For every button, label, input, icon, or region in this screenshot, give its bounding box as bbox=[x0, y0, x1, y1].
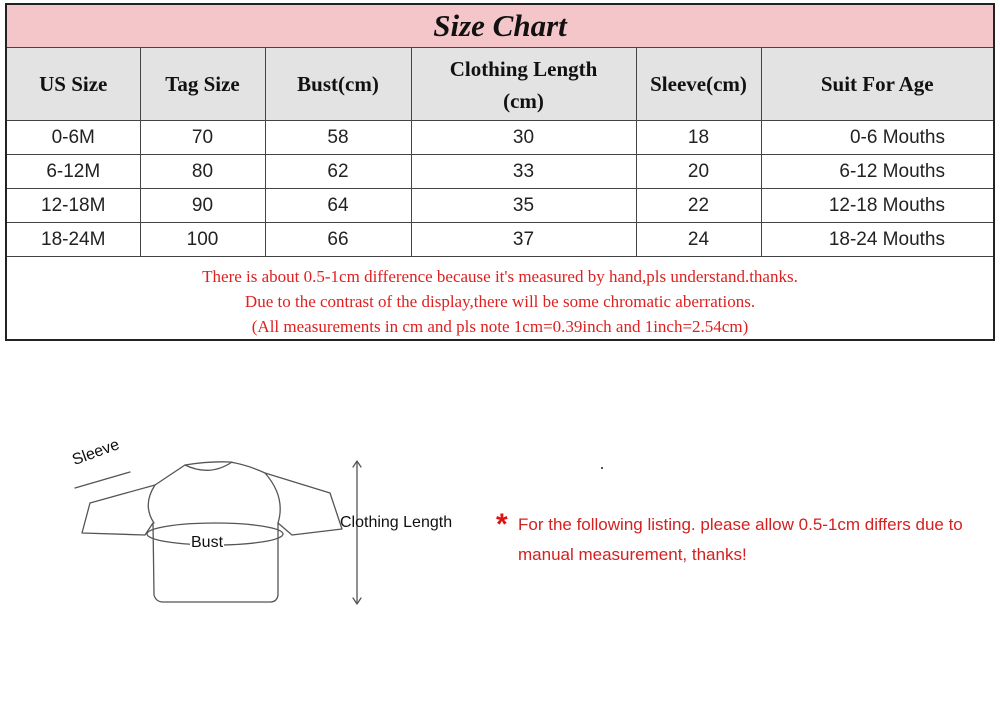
asterisk-icon: * bbox=[496, 508, 508, 541]
measurement-notes bbox=[7, 257, 993, 345]
cell-sleeve: 24 bbox=[636, 223, 761, 257]
table-row bbox=[7, 121, 993, 155]
header-clothing-length bbox=[411, 48, 636, 121]
cell-bust: 62 bbox=[265, 155, 411, 189]
cell-us-size: 6-12M bbox=[7, 155, 140, 189]
table-header-row bbox=[7, 48, 993, 121]
sleeve-label: Sleeve bbox=[70, 436, 122, 469]
clothing-length-label: Clothing Length bbox=[340, 514, 453, 531]
cell-sleeve: 18 bbox=[636, 121, 761, 155]
cell-tag-size: 70 bbox=[140, 121, 265, 155]
cell-age: 6-12 Mouths bbox=[761, 155, 993, 189]
chart-title: Size Chart bbox=[7, 5, 993, 48]
cell-length: 35 bbox=[411, 189, 636, 223]
cell-sleeve: 22 bbox=[636, 189, 761, 223]
note-line: There is about 0.5-1cm difference because it's measured by hand,pls understand.thanks. bbox=[202, 266, 798, 286]
header-tag-size: Tag Size bbox=[140, 48, 265, 121]
size-chart bbox=[5, 3, 995, 341]
cell-age: 18-24 Mouths bbox=[761, 223, 993, 257]
table-row bbox=[7, 223, 993, 257]
header-bust: Bust(cm) bbox=[265, 48, 411, 121]
header-clothing-length-line2: (cm) bbox=[503, 89, 544, 113]
cell-tag-size: 80 bbox=[140, 155, 265, 189]
cell-bust: 58 bbox=[265, 121, 411, 155]
header-sleeve: Sleeve(cm) bbox=[636, 48, 761, 121]
cell-age: 12-18 Mouths bbox=[761, 189, 993, 223]
table-row bbox=[7, 155, 993, 189]
size-table bbox=[7, 48, 993, 257]
cell-us-size: 18-24M bbox=[7, 223, 140, 257]
cell-bust: 64 bbox=[265, 189, 411, 223]
cell-length: 37 bbox=[411, 223, 636, 257]
cell-length: 30 bbox=[411, 121, 636, 155]
measurement-side-note bbox=[496, 510, 996, 570]
cell-age: 0-6 Mouths bbox=[761, 121, 993, 155]
cell-us-size: 0-6M bbox=[7, 121, 140, 155]
cell-us-size: 12-18M bbox=[7, 189, 140, 223]
table-row bbox=[7, 189, 993, 223]
note-line: (All measurements in cm and pls note 1cm=0.39inch and 1inch=2.54cm) bbox=[251, 316, 749, 336]
garment-measurement-diagram bbox=[60, 425, 480, 615]
cell-tag-size: 90 bbox=[140, 189, 265, 223]
header-us-size: US Size bbox=[7, 48, 140, 121]
note-line: Due to the contrast of the display,there will be some chromatic aberrations. bbox=[244, 291, 756, 311]
stray-dot bbox=[601, 467, 603, 469]
side-note-text: For the following listing. please allow 0.5-1cm differs due to manual measurement, thanks! bbox=[518, 515, 963, 564]
bust-label: Bust bbox=[191, 534, 224, 551]
cell-sleeve: 20 bbox=[636, 155, 761, 189]
cell-length: 33 bbox=[411, 155, 636, 189]
cell-tag-size: 100 bbox=[140, 223, 265, 257]
cell-bust: 66 bbox=[265, 223, 411, 257]
header-suit-for-age: Suit For Age bbox=[761, 48, 993, 121]
header-clothing-length-line1: Clothing Length bbox=[449, 57, 598, 81]
